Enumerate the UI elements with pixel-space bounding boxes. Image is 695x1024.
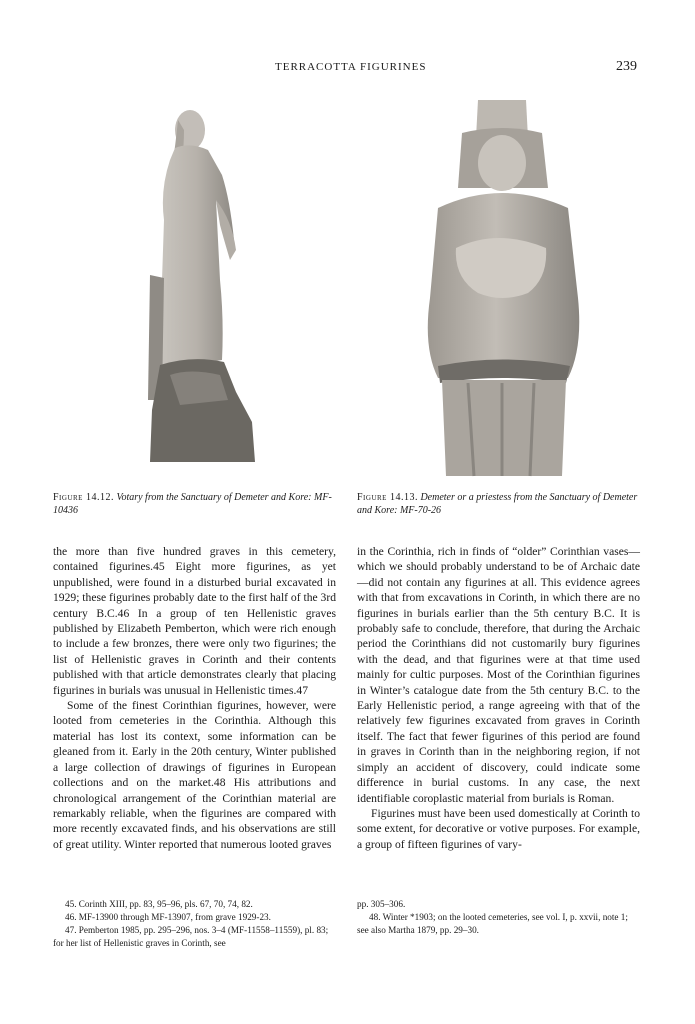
figure-14-13-caption bbox=[357, 491, 642, 517]
figure-caption-text: Demeter or a priestess from the Sanctuary of Demeter and Kore: MF-70-26 bbox=[357, 492, 638, 516]
footnote-45: 45. Corinth XIII, pp. 83, 95–96, pls. 67, 70, 74, 82. bbox=[65, 899, 253, 909]
body-column-left bbox=[53, 544, 336, 852]
footnote-48: 48. Winter *1903; on the looted cemeteries, see vol. I, p. xxvii, note 1; see also Martha 1879, pp. 29–30. bbox=[357, 912, 628, 935]
body-paragraph: Some of the finest Corinthian figurines, however, were looted from cemeteries in the Corinthia. Although this material has lost its context, some information can be gleaned from it. Early in the 20th century, Winter published a large collection of drawings of figurines in European collections and on the market.48 His attributions and chronological arrangement of the Corinthian material are remarkably reliable, when the figurines are compared with more recently excavated finds, and his observations are still of great utility. Winter reported that numerous looted graves bbox=[53, 699, 336, 851]
votary-figurine-image bbox=[140, 100, 270, 465]
demeter-figurine-image bbox=[418, 98, 588, 478]
body-column-right bbox=[357, 544, 640, 852]
running-title: TERRACOTTA FIGURINES bbox=[275, 61, 427, 73]
footnotes-right bbox=[357, 898, 640, 937]
figure-caption-text: Votary from the Sanctuary of Demeter and Kore: MF-10436 bbox=[53, 492, 332, 516]
body-paragraph: the more than five hundred graves in this cemetery, contained figurines.45 Eight more figurines, as yet unpublished, were found in a disturbed burial excavated in 1929; these figurines probably date to the first half of the 3rd century B.C.46 In a group of ten Hellenistic graves published by Elizabeth Pemberton, which were rich enough to include a few bronzes, there were only two figurines; the list of Hellenistic graves in Corinth and their contents published with that article demonstrates clearly that placing figurines in burials was unusual in Hellenistic times.47 bbox=[53, 545, 337, 697]
figure-label: Figure 14.13. bbox=[357, 492, 418, 503]
footnote-47-continued: pp. 305–306. bbox=[357, 899, 406, 909]
figure-label: Figure 14.12. bbox=[53, 492, 114, 503]
page-number: 239 bbox=[616, 59, 637, 74]
footnote-46: 46. MF-13900 through MF-13907, from grave 1929-23. bbox=[65, 912, 271, 922]
footnote-47: 47. Pemberton 1985, pp. 295–296, nos. 3–4 (MF-11558–11559), pl. 83; for her list of Hellenistic graves in Corinth, see bbox=[53, 925, 329, 948]
body-paragraph: in the Corinthia, rich in finds of “older” Corinthian vases—which we should probably understand to be of Archaic date—did not contain any figurines at all. This evidence agrees with that from excavations in Corinth, in which there are no figurines in burials earlier than the 5th century B.C. It is probably safe to conclude, therefore, that during the Archaic period the Corinthians did not customarily bury figurines with the dead, and that figurines were at that time used mainly for cultic purposes. Most of the Corinthian figurines in Winter’s catalogue date from the 5th century B.C. to the Early Hellenistic period, a range agreeing with that of the relatively few figurines excavated from graves in Corinth itself. The fact that fewer figurines of this period are found in graves in Corinth than in the neighboring region, if not simply an accident of discovery, could indicate some difference in burial customs. In any case, the next identifiable coroplastic material from burials is Roman. bbox=[357, 545, 640, 805]
footnotes-left bbox=[53, 898, 336, 950]
figure-14-12-caption bbox=[53, 491, 333, 517]
body-paragraph: Figurines must have been used domestically at Corinth to some extent, for decorative or votive purposes. For example, a group of fifteen figurines of vary- bbox=[357, 806, 640, 851]
